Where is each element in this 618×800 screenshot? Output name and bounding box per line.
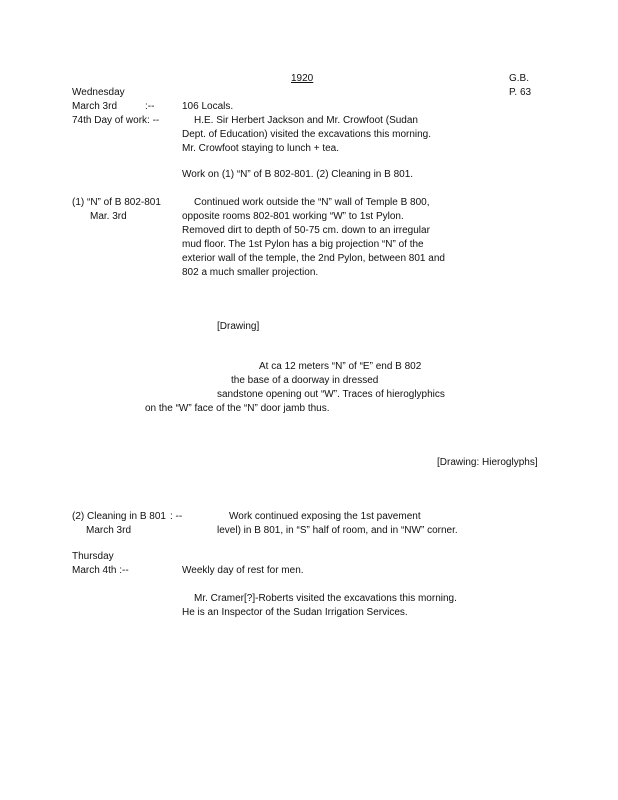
locals-count: 106 Locals. xyxy=(182,101,234,112)
section1-line: mud floor. The 1st Pylon has a big projection “N” of the xyxy=(182,239,424,250)
visit-line: Mr. Crowfoot staying to lunch + tea. xyxy=(182,143,340,154)
work-on-line: Work on (1) “N” of B 802-801. (2) Cleaning in B 801. xyxy=(182,169,414,180)
day-of-work: 74th Day of work: -- xyxy=(72,115,160,126)
weekday-wednesday: Wednesday xyxy=(72,87,125,98)
visit-line: Dept. of Education) visited the excavations this morning. xyxy=(182,129,432,140)
section1-line: 802 a much smaller projection. xyxy=(182,267,319,278)
doorway-line: on the “W” face of the “N” door jamb thus. xyxy=(145,403,330,414)
section1-line: exterior wall of the temple, the 2nd Pylon, between 801 and xyxy=(182,253,445,264)
date-march-4th: March 4th :-- xyxy=(72,565,129,576)
page-year: 1920 xyxy=(291,73,314,84)
section2-label: (2) Cleaning in B 801 xyxy=(72,511,166,522)
page-ref: P. 63 xyxy=(509,87,532,98)
doorway-line: At ca 12 meters “N” of “E” end B 802 xyxy=(259,361,422,372)
ref-code: G.B. xyxy=(509,73,530,84)
doorway-line: the base of a doorway in dressed xyxy=(231,375,379,386)
date-march-3rd: March 3rd xyxy=(72,101,118,112)
section1-date: Mar. 3rd xyxy=(90,211,127,222)
section2-line: Work continued exposing the 1st pavement xyxy=(229,511,421,522)
section1-line: Continued work outside the “N” wall of Temple B 800, xyxy=(194,197,430,208)
section1-line: opposite rooms 802-801 working “W” to 1st Pylon. xyxy=(182,211,404,222)
visit-line: Mr. Cramer[?]-Roberts visited the excavations this morning. xyxy=(194,593,457,604)
rest-day-line: Weekly day of rest for men. xyxy=(182,565,304,576)
date-separator: :-- xyxy=(145,101,155,112)
section2-label-separator: : -- xyxy=(170,511,183,522)
section1-line: Removed dirt to depth of 50-75 cm. down to an irregular xyxy=(182,225,430,236)
section2-date: March 3rd xyxy=(86,525,132,536)
doorway-line: sandstone opening out “W”. Traces of hieroglyphics xyxy=(217,389,445,400)
drawing-placeholder: [Drawing] xyxy=(217,321,260,332)
hieroglyphs-drawing-placeholder: [Drawing: Hieroglyphs] xyxy=(437,457,538,468)
visit-line: He is an Inspector of the Sudan Irrigation Services. xyxy=(182,607,408,618)
visit-line: H.E. Sir Herbert Jackson and Mr. Crowfoot (Sudan xyxy=(194,115,418,126)
weekday-thursday: Thursday xyxy=(72,551,114,562)
section2-line: level) in B 801, in “S” half of room, and in “NW” corner. xyxy=(217,525,458,536)
section1-label: (1) “N” of B 802-801 xyxy=(72,197,161,208)
